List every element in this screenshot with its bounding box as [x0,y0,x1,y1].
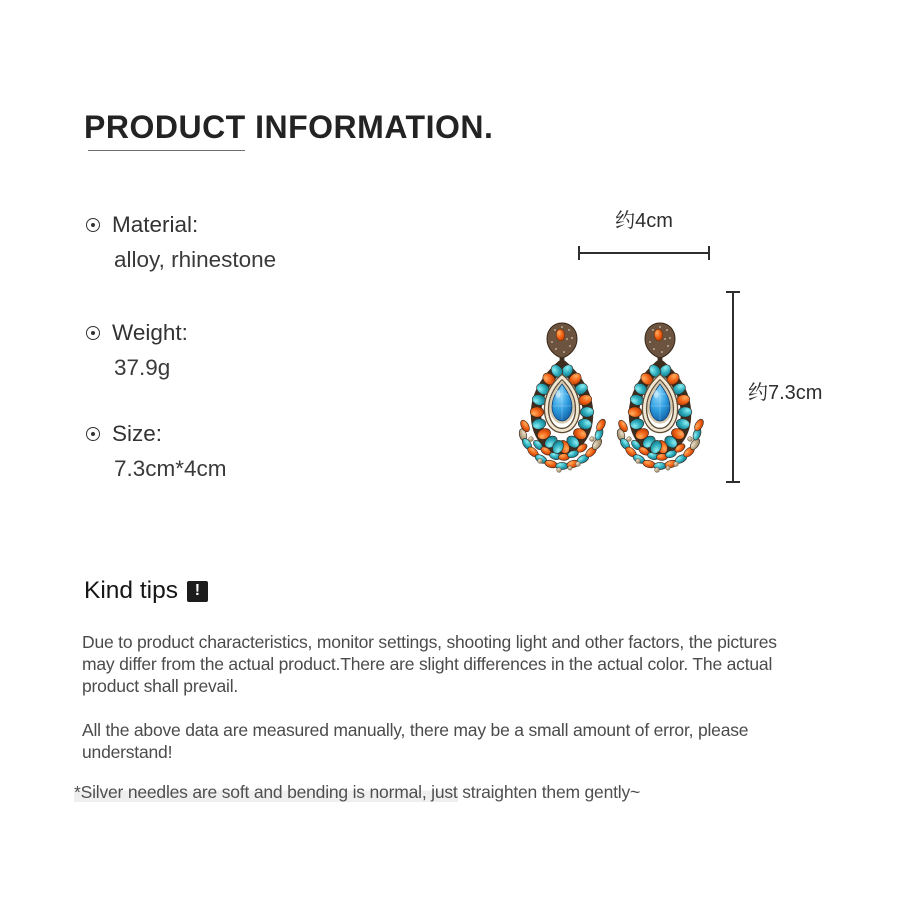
spec-size-value: 7.3cm*4cm [114,456,227,481]
tips-paragraph-1: Due to product characteristics, monitor settings, shooting light and other factors, the pictures may differ from the actual product.There are slight differences in the actual color. The actual product shall prevail. [82,632,777,696]
tips-paragraph-2: All the above data are measured manually, there may be a small amount of error, please understand! [82,720,749,762]
tips-note [74,781,814,803]
tips-heading [84,577,208,605]
spec-weight [86,320,188,381]
exclamation-icon: ! [187,581,208,602]
page-title: PRODUCT INFORMATION. [84,109,494,146]
tips-note-highlight: *Silver needles are soft and bending is normal, just [74,782,458,802]
spec-material-value: alloy, rhinestone [114,247,277,272]
bullet-icon [86,326,100,340]
height-measure-label: 约7.3cm [748,382,823,404]
tips-heading-text: Kind tips [84,577,178,604]
spec-weight-label-row [86,320,188,346]
spec-material-label: Material: [112,212,199,237]
title-underline [88,150,245,151]
spec-size-label-row [86,421,227,447]
spec-material-label-row [86,212,276,238]
tips-note-rest: straighten them gently~ [457,782,641,802]
product-image-earrings [512,318,724,480]
bullet-icon [86,427,100,441]
bullet-icon [86,218,100,232]
spec-weight-value: 37.9g [114,355,171,380]
spec-material [86,212,276,273]
width-measure-line [578,252,710,254]
spec-size [86,421,227,482]
spec-size-label: Size: [112,421,163,446]
width-measure-label: 约4cm [615,210,673,232]
spec-weight-label: Weight: [112,320,188,345]
height-measure-line [732,291,734,483]
